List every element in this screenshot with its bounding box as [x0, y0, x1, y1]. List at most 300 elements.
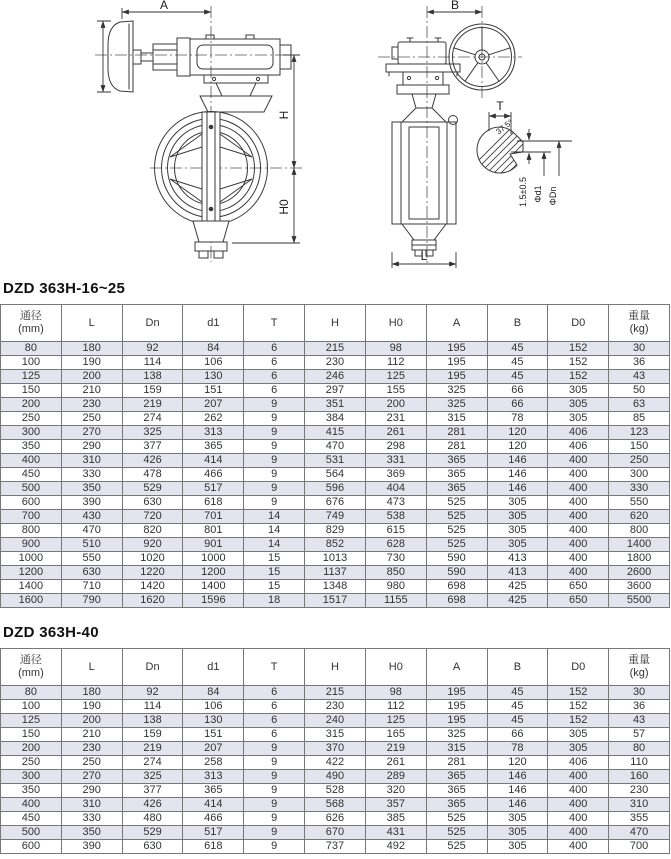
outer-dia-label: ΦDn [548, 186, 558, 206]
table-cell: 112 [365, 700, 426, 714]
table-cell: 305 [548, 728, 609, 742]
table-cell: 219 [122, 742, 183, 756]
table-cell: 710 [61, 580, 122, 594]
table-cell: 9 [244, 840, 305, 854]
table-cell: 350 [1, 784, 62, 798]
table-cell: 698 [426, 594, 487, 608]
table-cell: 66 [487, 384, 548, 398]
table-cell: 1348 [305, 580, 366, 594]
table-cell: 350 [61, 826, 122, 840]
table-cell: 618 [183, 840, 244, 854]
table-cell: 1420 [122, 580, 183, 594]
table-cell: 152 [548, 370, 609, 384]
table-cell: 120 [487, 426, 548, 440]
table-cell: 6 [244, 384, 305, 398]
table-cell: 525 [426, 538, 487, 552]
table-cell: 618 [183, 496, 244, 510]
table-cell: 330 [609, 482, 670, 496]
dim-label-h: H [277, 110, 291, 120]
table-row [1, 798, 670, 812]
table-cell: 850 [365, 566, 426, 580]
table-cell: 305 [487, 496, 548, 510]
table-cell: 517 [183, 482, 244, 496]
table-cell: 737 [305, 840, 366, 854]
table-cell: 365 [183, 440, 244, 454]
table-cell: 190 [61, 356, 122, 370]
table-cell: 9 [244, 742, 305, 756]
table-cell: 350 [1, 440, 62, 454]
table-cell: 106 [183, 356, 244, 370]
table-cell: 330 [61, 812, 122, 826]
table-cell: 466 [183, 812, 244, 826]
table-cell: 250 [609, 454, 670, 468]
table-cell: 377 [122, 440, 183, 454]
table-cell: 215 [305, 342, 366, 356]
table-cell: 195 [426, 700, 487, 714]
table-cell: 1000 [183, 552, 244, 566]
table-cell: 9 [244, 426, 305, 440]
table-cell: 146 [487, 784, 548, 798]
table-cell: 564 [305, 468, 366, 482]
table-cell: 315 [305, 728, 366, 742]
table-cell: 400 [548, 840, 609, 854]
dim-label-a: A [159, 0, 169, 12]
table-cell: 385 [365, 812, 426, 826]
table-cell: 500 [1, 826, 62, 840]
table-cell: 78 [487, 412, 548, 426]
dim-label-h0: H0 [277, 199, 291, 215]
table-row [1, 440, 670, 454]
table-cell: 365 [426, 482, 487, 496]
table-cell: 700 [609, 840, 670, 854]
table-cell: 190 [61, 700, 122, 714]
table-cell: 305 [548, 412, 609, 426]
table-cell: 151 [183, 384, 244, 398]
table-cell: 66 [487, 728, 548, 742]
table-row [1, 566, 670, 580]
header-row [1, 649, 670, 686]
table-cell: 9 [244, 482, 305, 496]
table-cell: 525 [426, 524, 487, 538]
column-header: 通径 (mm) [1, 649, 62, 686]
table-cell: 590 [426, 552, 487, 566]
table-cell: 630 [122, 496, 183, 510]
table-cell: 425 [487, 580, 548, 594]
table-cell: 15 [244, 552, 305, 566]
table-cell: 150 [1, 384, 62, 398]
table-cell: 400 [548, 826, 609, 840]
table-cell: 800 [1, 524, 62, 538]
table-cell: 400 [548, 784, 609, 798]
table-cell: 500 [1, 482, 62, 496]
table-cell: 615 [365, 524, 426, 538]
table-cell: 250 [1, 412, 62, 426]
table-cell: 478 [122, 468, 183, 482]
table-cell: 330 [61, 468, 122, 482]
table-cell: 720 [122, 510, 183, 524]
table-cell: 400 [548, 566, 609, 580]
table-cell: 180 [61, 686, 122, 700]
table-cell: 14 [244, 538, 305, 552]
table-cell: 258 [183, 756, 244, 770]
table-cell: 160 [609, 770, 670, 784]
table-cell: 125 [365, 714, 426, 728]
table-cell: 790 [61, 594, 122, 608]
table-cell: 1400 [609, 538, 670, 552]
table-row [1, 524, 670, 538]
table-cell: 150 [1, 728, 62, 742]
table-cell: 450 [1, 812, 62, 826]
table-cell: 114 [122, 700, 183, 714]
table-cell: 630 [61, 566, 122, 580]
table-cell: 155 [365, 384, 426, 398]
table-cell: 305 [487, 524, 548, 538]
column-header: 通径 (mm) [1, 305, 62, 342]
table-cell: 450 [1, 468, 62, 482]
column-header: H0 [365, 649, 426, 686]
table-cell: 125 [1, 370, 62, 384]
table-cell: 152 [548, 714, 609, 728]
table-cell: 195 [426, 686, 487, 700]
front-view [95, 0, 303, 262]
table-cell: 246 [305, 370, 366, 384]
table-cell: 138 [122, 370, 183, 384]
table-cell: 2600 [609, 566, 670, 580]
table-cell: 9 [244, 826, 305, 840]
table-cell: 550 [609, 496, 670, 510]
table-cell: 200 [365, 398, 426, 412]
table-cell: 195 [426, 714, 487, 728]
table-cell: 390 [61, 496, 122, 510]
table-cell: 1600 [1, 594, 62, 608]
table-cell: 400 [548, 798, 609, 812]
table-cell: 230 [305, 356, 366, 370]
table-cell: 355 [609, 812, 670, 826]
table-cell: 365 [426, 468, 487, 482]
table-cell: 528 [305, 784, 366, 798]
table-cell: 384 [305, 412, 366, 426]
table-row [1, 412, 670, 426]
table-cell: 159 [122, 728, 183, 742]
table-cell: 320 [365, 784, 426, 798]
table-cell: 310 [61, 798, 122, 812]
table-cell: 30 [609, 686, 670, 700]
table-cell: 298 [365, 440, 426, 454]
table-cell: 365 [426, 770, 487, 784]
table-cell: 85 [609, 412, 670, 426]
table-cell: 414 [183, 454, 244, 468]
table-cell: 240 [305, 714, 366, 728]
table-cell: 261 [365, 756, 426, 770]
table-cell: 525 [426, 510, 487, 524]
table-cell: 120 [487, 756, 548, 770]
table-cell: 45 [487, 370, 548, 384]
table-cell: 365 [426, 798, 487, 812]
table-cell: 730 [365, 552, 426, 566]
table-cell: 480 [122, 812, 183, 826]
header-row [1, 305, 670, 342]
table-cell: 45 [487, 714, 548, 728]
table-cell: 200 [61, 370, 122, 384]
table-cell: 80 [1, 686, 62, 700]
table-cell: 9 [244, 798, 305, 812]
table-cell: 490 [305, 770, 366, 784]
dim-label-l: L [420, 249, 428, 263]
table-cell: 152 [548, 342, 609, 356]
table-cell: 400 [548, 538, 609, 552]
table-cell: 698 [426, 580, 487, 594]
table-cell: 9 [244, 454, 305, 468]
table-row [1, 482, 670, 496]
table-cell: 290 [61, 440, 122, 454]
table-cell: 820 [122, 524, 183, 538]
table-cell: 215 [305, 686, 366, 700]
table-cell: 357 [365, 798, 426, 812]
table-row [1, 510, 670, 524]
table-cell: 146 [487, 468, 548, 482]
table-cell: 9 [244, 412, 305, 426]
table-cell: 219 [365, 742, 426, 756]
table-cell: 114 [122, 356, 183, 370]
table-cell: 390 [61, 840, 122, 854]
table-row [1, 538, 670, 552]
table-title-dzd363h-40: DZD 363H-40 [3, 624, 99, 641]
table-cell: 400 [548, 468, 609, 482]
table-cell: 370 [305, 742, 366, 756]
table-cell: 310 [609, 798, 670, 812]
table-cell: 9 [244, 784, 305, 798]
table-cell: 1020 [122, 552, 183, 566]
table-cell: 369 [365, 468, 426, 482]
table-cell: 305 [487, 840, 548, 854]
table-cell: 700 [1, 510, 62, 524]
table-row [1, 840, 670, 854]
column-header: A [426, 305, 487, 342]
table-cell: 829 [305, 524, 366, 538]
table-row [1, 742, 670, 756]
column-header: D0 [548, 649, 609, 686]
table-cell: 262 [183, 412, 244, 426]
table-cell: 600 [1, 496, 62, 510]
table-cell: 325 [122, 770, 183, 784]
angle-label: 37.5° [494, 117, 515, 137]
table-cell: 470 [609, 826, 670, 840]
table-cell: 1220 [122, 566, 183, 580]
table-cell: 1137 [305, 566, 366, 580]
table-cell: 274 [122, 412, 183, 426]
table-cell: 45 [487, 356, 548, 370]
table-cell: 529 [122, 826, 183, 840]
table-cell: 531 [305, 454, 366, 468]
table-cell: 400 [1, 454, 62, 468]
table-cell: 6 [244, 700, 305, 714]
table-cell: 422 [305, 756, 366, 770]
table-cell: 400 [548, 496, 609, 510]
table-cell: 165 [365, 728, 426, 742]
table-row [1, 356, 670, 370]
table-row [1, 700, 670, 714]
table-cell: 310 [61, 454, 122, 468]
table-cell: 146 [487, 482, 548, 496]
table-cell: 305 [487, 538, 548, 552]
column-header: H0 [365, 305, 426, 342]
table-cell: 413 [487, 566, 548, 580]
table-cell: 36 [609, 700, 670, 714]
table-cell: 63 [609, 398, 670, 412]
table-cell: 430 [61, 510, 122, 524]
table-cell: 130 [183, 714, 244, 728]
table-cell: 92 [122, 342, 183, 356]
table-cell: 210 [61, 728, 122, 742]
table-cell: 1596 [183, 594, 244, 608]
table-cell: 9 [244, 812, 305, 826]
table-cell: 219 [122, 398, 183, 412]
table-cell: 600 [1, 840, 62, 854]
table-cell: 529 [122, 482, 183, 496]
table-cell: 650 [548, 594, 609, 608]
table-cell: 305 [487, 812, 548, 826]
table-cell: 66 [487, 398, 548, 412]
table-cell: 45 [487, 686, 548, 700]
table-cell: 5500 [609, 594, 670, 608]
table-row [1, 552, 670, 566]
table-cell: 331 [365, 454, 426, 468]
table-cell: 30 [609, 342, 670, 356]
table-cell: 270 [61, 770, 122, 784]
column-header: A [426, 649, 487, 686]
table-cell: 400 [548, 482, 609, 496]
table-cell: 670 [305, 826, 366, 840]
table-cell: 15 [244, 566, 305, 580]
table-cell: 305 [548, 384, 609, 398]
table-cell: 1155 [365, 594, 426, 608]
table-cell: 525 [426, 840, 487, 854]
table-cell: 801 [183, 524, 244, 538]
table-cell: 1400 [183, 580, 244, 594]
table-row [1, 714, 670, 728]
table-cell: 18 [244, 594, 305, 608]
table-cell: 230 [61, 742, 122, 756]
table-cell: 270 [61, 426, 122, 440]
table-cell: 406 [548, 440, 609, 454]
table-cell: 1400 [1, 580, 62, 594]
table-cell: 195 [426, 342, 487, 356]
table-cell: 210 [61, 384, 122, 398]
table-cell: 1200 [1, 566, 62, 580]
table-cell: 676 [305, 496, 366, 510]
column-header: T [244, 305, 305, 342]
table-cell: 45 [487, 700, 548, 714]
table-cell: 425 [487, 594, 548, 608]
table-cell: 470 [305, 440, 366, 454]
table-cell: 9 [244, 468, 305, 482]
column-header: d1 [183, 305, 244, 342]
table-row [1, 728, 670, 742]
table-cell: 231 [365, 412, 426, 426]
table-cell: 325 [426, 398, 487, 412]
table-cell: 120 [487, 440, 548, 454]
table-cell: 365 [426, 454, 487, 468]
table-cell: 400 [548, 454, 609, 468]
table-cell: 100 [1, 356, 62, 370]
table-cell: 404 [365, 482, 426, 496]
table-row [1, 468, 670, 482]
table-row [1, 342, 670, 356]
table-cell: 426 [122, 454, 183, 468]
table-cell: 1620 [122, 594, 183, 608]
table-cell: 78 [487, 742, 548, 756]
table-cell: 6 [244, 728, 305, 742]
table-cell: 9 [244, 440, 305, 454]
table-cell: 517 [183, 826, 244, 840]
table-cell: 9 [244, 756, 305, 770]
column-header: B [487, 649, 548, 686]
table-cell: 125 [1, 714, 62, 728]
dim-label-t: T [496, 99, 504, 113]
column-header: Dn [122, 305, 183, 342]
table-cell: 325 [426, 384, 487, 398]
table-cell: 200 [1, 742, 62, 756]
table-cell: 110 [609, 756, 670, 770]
table-cell: 852 [305, 538, 366, 552]
table-cell: 431 [365, 826, 426, 840]
column-header: H [305, 649, 366, 686]
column-header: L [61, 305, 122, 342]
table-cell: 250 [61, 412, 122, 426]
table-cell: 159 [122, 384, 183, 398]
table-cell: 281 [426, 426, 487, 440]
table-cell: 6 [244, 342, 305, 356]
table-cell: 1000 [1, 552, 62, 566]
table-cell: 6 [244, 356, 305, 370]
table-row [1, 594, 670, 608]
table-row [1, 770, 670, 784]
table-cell: 106 [183, 700, 244, 714]
table-cell: 146 [487, 798, 548, 812]
table-cell: 596 [305, 482, 366, 496]
table-cell: 230 [61, 398, 122, 412]
table-cell: 230 [609, 784, 670, 798]
table-cell: 350 [61, 482, 122, 496]
table-row [1, 756, 670, 770]
table-row [1, 496, 670, 510]
table-cell: 274 [122, 756, 183, 770]
table-cell: 620 [609, 510, 670, 524]
table-cell: 365 [426, 784, 487, 798]
table-cell: 130 [183, 370, 244, 384]
table-cell: 1013 [305, 552, 366, 566]
table-cell: 325 [122, 426, 183, 440]
table-cell: 300 [1, 770, 62, 784]
column-header: Dn [122, 649, 183, 686]
table-row [1, 580, 670, 594]
table-cell: 305 [487, 510, 548, 524]
table-cell: 207 [183, 398, 244, 412]
table-cell: 14 [244, 524, 305, 538]
table-cell: 180 [61, 342, 122, 356]
table-cell: 36 [609, 356, 670, 370]
table-cell: 200 [1, 398, 62, 412]
table-cell: 590 [426, 566, 487, 580]
column-header: T [244, 649, 305, 686]
table-cell: 426 [122, 798, 183, 812]
table-cell: 1800 [609, 552, 670, 566]
table-cell: 84 [183, 342, 244, 356]
table-cell: 43 [609, 714, 670, 728]
column-header: D0 [548, 305, 609, 342]
table-cell: 6 [244, 686, 305, 700]
table-cell: 400 [548, 812, 609, 826]
